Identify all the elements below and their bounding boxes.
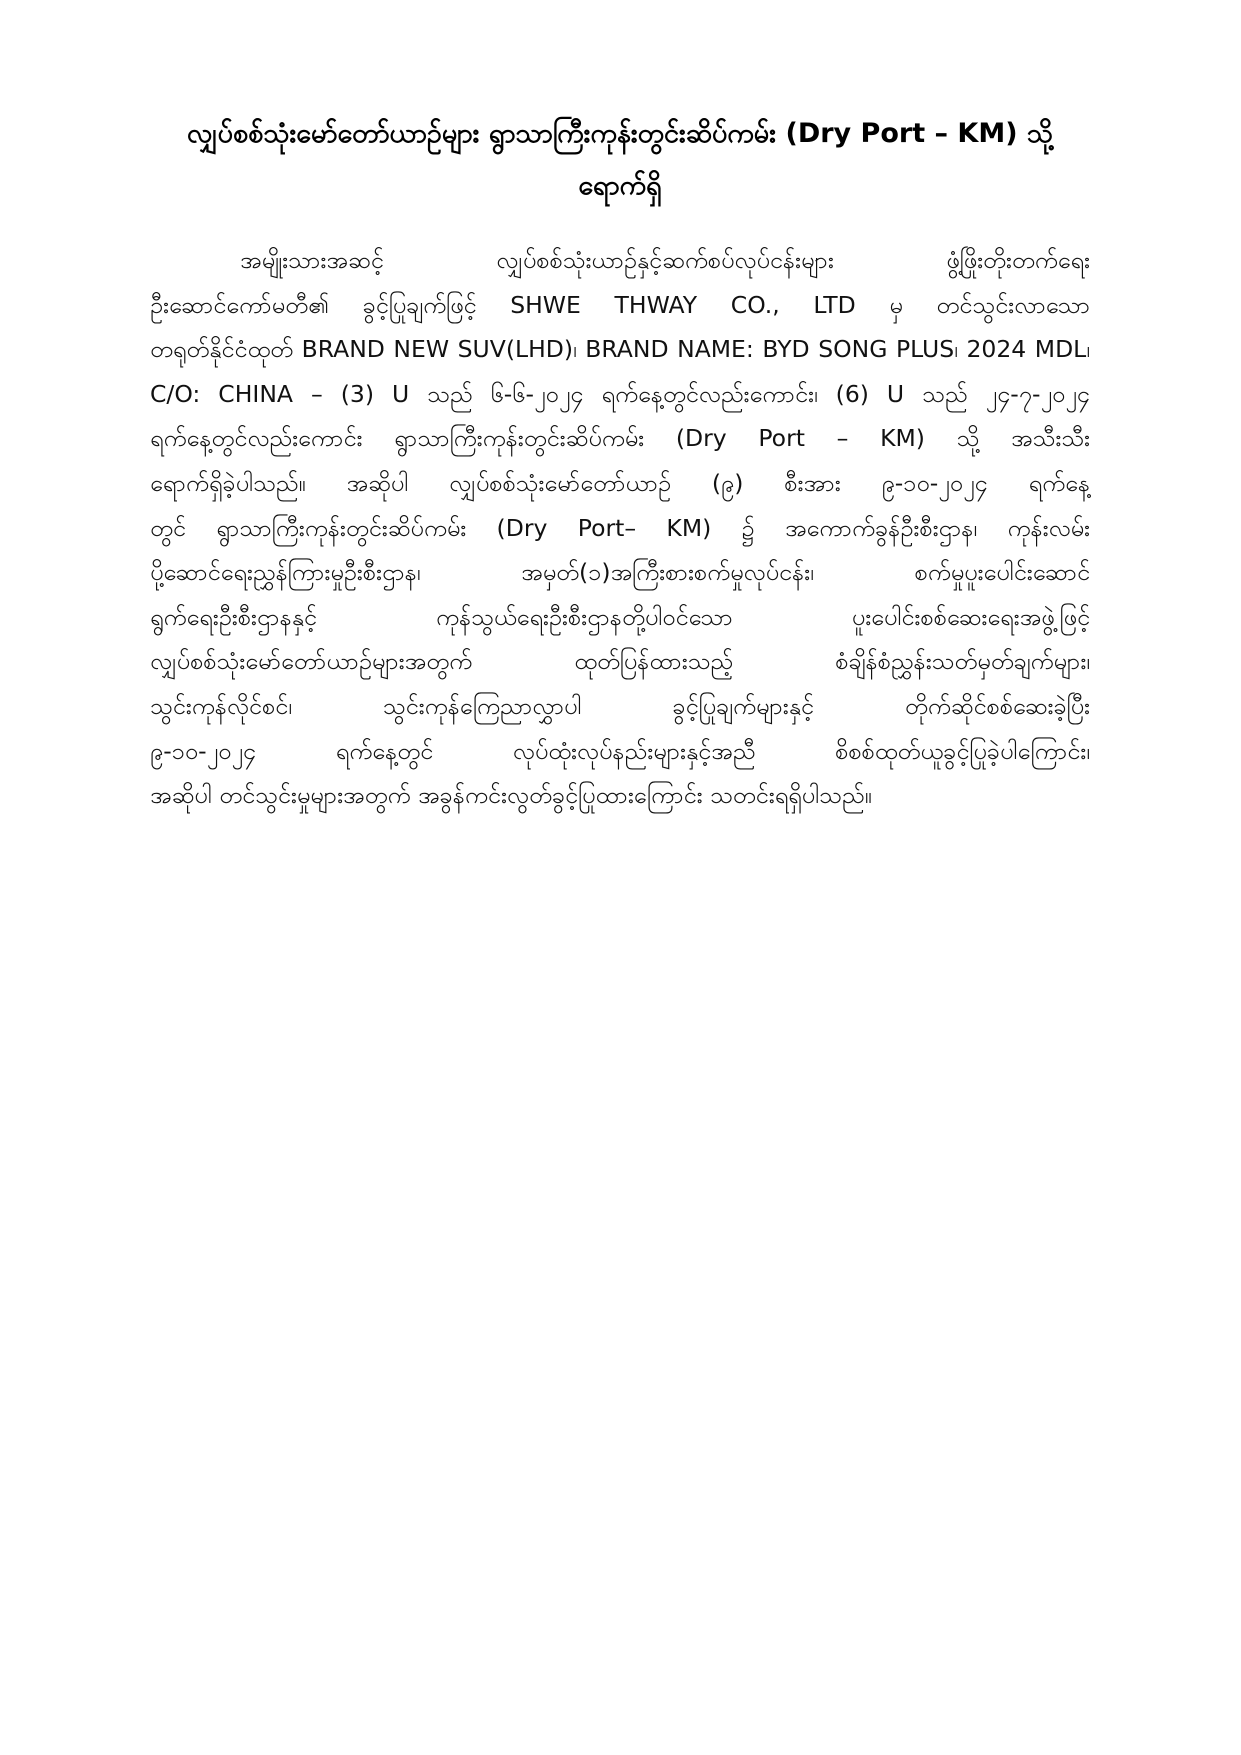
body-line-3: တရုတ်နိုင်ငံထုတ် BRAND NEW SUV(LHD)၊ BRAND NAME: BYD SONG PLUS၊ 2024 MDL၊ [150,335,1090,364]
body-line-8: ပို့ဆောင်ရေးညွှန်ကြားမှုဦးစီးဌာန၊ အမှတ်(၁)အကြီးစားစက်မှုလုပ်ငန်း၊ စက်မှုပူးပေါင်းဆောင် [150,558,1090,587]
body-line-11: သွင်းကုန်လိုင်စင်၊ သွင်းကုန်ကြေညာလွှာပါ ခွင့်ပြုချက်များနှင့် တိုက်ဆိုင်စစ်ဆေးခဲ့ပြီး [150,691,1090,720]
body-line-1: အမျိုးသားအဆင့် လျှပ်စစ်သုံးယာဉ်နှင့်ဆက်စပ်လုပ်ငန်းများ ဖွံ့ဖြိုးတိုးတက်ရေး [240,246,1090,274]
title-line-2: ရောက်ရှိ [578,170,662,201]
body-line-9: ရွက်ရေးဦးစီးဌာနနှင့် ကုန်သွယ်ရေးဦးစီးဌာနတို့ပါဝင်သော ပူးပေါင်းစစ်ဆေးရေးအဖွဲ့ဖြင့် [150,602,1090,631]
body-line-6: ရောက်ရှိခဲ့ပါသည်။ အဆိုပါ လျှပ်စစ်သုံးမော်တော်ယာဉ် (၉) စီးအား ၉-၁၀-၂၀၂၄ ရက်နေ့ [150,468,1090,497]
body-line-12: ၉-၁၀-၂၀၂၄ ရက်နေ့တွင် လုပ်ထုံးလုပ်နည်းများနှင့်အညီ စိစစ်ထုတ်ယူခွင့်ပြုခဲ့ပါကြောင်း၊ [150,736,1090,765]
body-line-2: ဦးဆောင်ကော်မတီ၏ ခွင့်ပြုချက်ဖြင့် SHWE THWAY CO., LTD မှ တင်သွင်းလာသော [150,290,1090,319]
title-line-1: လျှပ်စစ်သုံးမော်တော်ယာဉ်များ ရွာသာကြီးကုန်းတွင်းဆိပ်ကမ်း (Dry Port – KM) သို့ [186,118,1054,149]
body-line-5: ရက်နေ့တွင်လည်းကောင်း ရွာသာကြီးကုန်းတွင်းဆိပ်ကမ်း (Dry Port – KM) သို့ အသီးသီး [150,424,1090,453]
body-paragraph [150,238,1090,818]
body-line-7: တွင် ရွာသာကြီးကုန်းတွင်းဆိပ်ကမ်း (Dry Port– KM) ၌ အကောက်ခွန်ဦးစီးဌာန၊ ကုန်းလမ်း [150,513,1091,542]
document-title [150,108,1090,212]
body-line-10: လျှပ်စစ်သုံးမော်တော်ယာဉ်များအတွက် ထုတ်ပြန်ထားသည့် စံချိန်စံညွှန်းသတ်မှတ်ချက်များ၊ [150,647,1090,676]
body-line-13: အဆိုပါ တင်သွင်းမှုများအတွက် အခွန်ကင်းလွတ်ခွင့်ပြုထားကြောင်း သတင်းရရှိပါသည်။ [150,781,872,810]
body-line-4: C/O: CHINA – (3) U သည် ၆-၆-၂၀၂၄ ရက်နေ့တွင်လည်းကောင်း၊ (6) U သည် ၂၄-၇-၂၀၂၄ [150,379,1090,408]
